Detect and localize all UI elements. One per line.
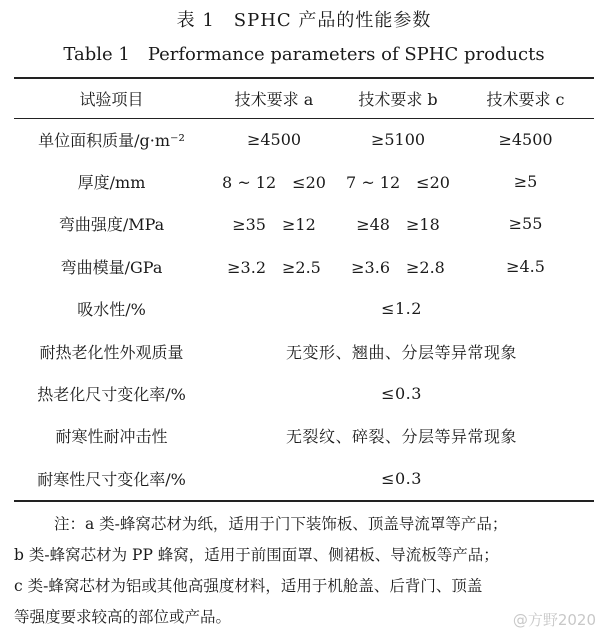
header-cell: 试验项目 — [79, 90, 144, 109]
header-cell: 技术要求 b — [358, 90, 438, 109]
table-title-en: Table 1 Performance parameters of SPHC products — [63, 44, 545, 65]
merged-value-cell: 无裂纹、碎裂、分层等异常现象 — [285, 427, 517, 447]
bottom-rule — [14, 500, 594, 502]
table-row — [14, 118, 594, 160]
item-cell: 厚度/mm — [77, 173, 146, 193]
value-cell-b: ≥48 ≥18 — [356, 215, 440, 235]
table-row — [14, 245, 594, 287]
item-cell: 耐热老化性外观质量 — [39, 342, 184, 362]
header-cell: 技术要求 a — [234, 90, 314, 109]
table-row — [14, 330, 594, 372]
value-cell-a: ≥3.2 ≥2.5 — [227, 257, 321, 277]
item-cell: 弯曲强度/MPa — [58, 215, 165, 235]
item-cell: 耐寒性耐冲击性 — [55, 427, 168, 447]
table-note: b 类-蜂窝芯材为 PP 蜂窝，适用于前围面罩、侧裙板、导流板等产品； — [14, 546, 499, 564]
merged-value-cell: ≤1.2 — [381, 299, 422, 319]
value-cell-a: 8 ~ 12 ≤20 — [222, 173, 326, 193]
table-row — [14, 372, 594, 414]
table-note: c 类-蜂窝芯材为铝或其他高强度材料，适用于机舱盖、后背门、顶盖 — [14, 577, 483, 595]
item-cell: 耐寒性尺寸变化率/% — [37, 469, 186, 489]
performance-table — [14, 79, 594, 500]
merged-value-cell: ≤0.3 — [381, 384, 422, 404]
table-row — [14, 160, 594, 202]
table-row — [14, 203, 594, 245]
table-note: 注：a 类-蜂窝芯材为纸，适用于门下装饰板、顶盖导流罩等产品； — [54, 515, 508, 533]
item-cell: 弯曲模量/GPa — [60, 257, 163, 277]
table-note: 等强度要求较高的部位或产品。 — [14, 608, 232, 626]
value-cell-c: ≥4.5 — [506, 256, 545, 276]
item-cell: 吸水性/% — [77, 300, 146, 320]
value-cell-b: ≥3.6 ≥2.8 — [351, 257, 445, 277]
item-cell: 单位面积质量/g·m⁻² — [38, 130, 185, 150]
header-row — [14, 79, 594, 118]
item-cell: 热老化尺寸变化率/% — [37, 385, 186, 405]
table-row — [14, 457, 594, 499]
value-cell-a: ≥35 ≥12 — [232, 215, 316, 235]
value-cell-a: ≥4500 — [246, 129, 302, 149]
merged-value-cell: ≤0.3 — [381, 468, 422, 488]
value-cell-c: ≥4500 — [498, 129, 553, 149]
header-cell: 技术要求 c — [486, 90, 565, 109]
value-cell-b: 7 ~ 12 ≤20 — [346, 173, 450, 193]
table-title-cn: 表 1 SPHC 产品的性能参数 — [176, 10, 432, 31]
value-cell-c: ≥55 — [508, 214, 543, 234]
watermark: @方野2020 — [512, 611, 596, 629]
table-row — [14, 288, 594, 330]
table-row — [14, 415, 594, 457]
merged-value-cell: 无变形、翘曲、分层等异常现象 — [285, 342, 517, 362]
value-cell-b: ≥5100 — [370, 129, 426, 149]
value-cell-c: ≥5 — [513, 172, 538, 192]
